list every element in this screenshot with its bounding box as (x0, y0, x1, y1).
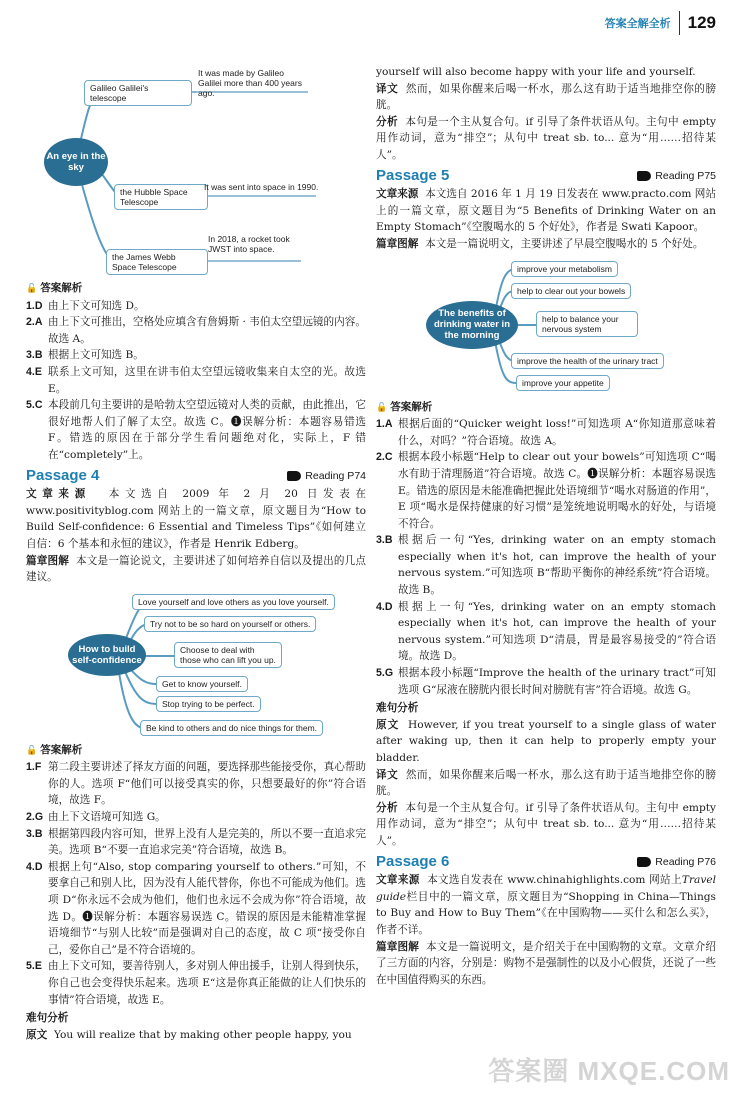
translation: 译文 然而，如果你醒来后喝一杯水，那么这有助于适当地排空你的膀胱。 (376, 82, 716, 112)
answer-item: 5.E 由上下文可知，要善待别人，多对别人伸出援手，让别人得到快乐，你自己也会变得快乐起来。选项 E“这是你真正能做的让人们快乐的事情”符合语境，故选 E。 (26, 960, 366, 1006)
map-node: help to clear out your bowels (511, 283, 631, 299)
passage-4-header (26, 468, 366, 485)
map-center: The benefits of drinking water in the morning (426, 301, 518, 349)
map-note: In 2018, a rocket took JWST into space. (208, 234, 290, 254)
hard-sentence-heading: 难句分析 (26, 1012, 69, 1025)
analysis: 分析 本句是一个主从复合句。if 引导了条件状语从句。主句中 empty 用作动词，意为“排空”；从句中 treat sb. to... 意为“用……招待某人”。 (376, 115, 716, 161)
passage-6-source: 文章来源 本文选自发表在 www.chinahighlights.com 网站上Travel guide栏目中的一篇文章，原文题目为“Shopping in China—Things to Buy and How to Buy Them”《在中国购物——买什么和怎么买》，作者不详。 (376, 874, 716, 936)
answer-item: 2.G 由上下文语境可知选 G。 (26, 811, 166, 824)
map-node: Love yourself and love others as you love yourself. (132, 594, 335, 610)
reading-ref: Reading P74 (287, 468, 366, 485)
pointing-hand-icon (287, 471, 301, 481)
answers-list (26, 298, 366, 464)
watermark: 答案圈 MXQE.COM (488, 1056, 730, 1086)
answer-item: 2.A 由上下文可推出，空格处应填含有詹姆斯 · 韦伯太空望远镜的内容。故选 A。 (26, 316, 366, 345)
map-node: Try not to be so hard on yourself or others. (144, 616, 316, 632)
passage-5-header (376, 168, 716, 185)
map-node: improve your appetite (516, 375, 610, 391)
passage-title: Passage 4 (26, 466, 100, 484)
mind-map-water-benefits (376, 257, 716, 397)
passage-5-structure: 篇章图解 本文是一篇说明文，主要讲述了早晨空腹喝水的 5 个好处。 (376, 237, 704, 250)
map-note: It was made by Galileo Galilei more than 400 years ago. (198, 68, 302, 98)
answer-item: 1.A 根据后面的“Quicker weight loss!”可知选项 A“你知道那意味着什么，对吗？”符合语境。故选 A。 (376, 418, 716, 447)
map-node: the James Webb Space Telescope (106, 249, 208, 275)
answer-item: 4.D 根据上一句“Yes, drinking water on an empty stomach especially when it's hot, can improve the health of your nervous system.”可知选项 D“清晨，胃是最容易接受的”符合语境。故选 D。 (376, 600, 716, 663)
hard-sentence-original: 原文 You will realize that by making other people happy, you (26, 1028, 352, 1041)
hard-sentence-original: 原文 However, if you treat yourself to a single glass of water after waking up, then it can help to properly empty your bladder. (376, 718, 716, 764)
page-header (605, 8, 716, 38)
lock-icon: 🔓 (26, 744, 38, 755)
map-node: Stop trying to be perfect. (156, 696, 261, 712)
continued-text: yourself will also become happy with your life and yourself. (376, 66, 696, 78)
answer-item: 3.B 根据后一句“Yes, drinking water on an empty stomach especially when it's hot, can improve the health of your nervous system.”可知选项 B“帮助平衡你的神经系统”符合语境。故选 B。 (376, 534, 716, 597)
answer-item: 5.C 本段前几句主要讲的是哈勃太空望远镜对人类的贡献，由此推出，它很好地帮人们了解了太空。故选 C。❶误解分析：本题容易错选 F。错选的原因在于部分学生看问题绝对化，实际上，F 错在“completely”上。 (26, 399, 366, 461)
answer-item: 3.B 根据上文可知选 B。 (26, 349, 144, 362)
lock-icon: 🔓 (376, 401, 388, 412)
pointing-hand-icon (637, 171, 651, 181)
answer-item: 1.D 由上下文可知选 D。 (26, 299, 145, 312)
passage-5-source: 文章来源 本文选自 2016 年 1 月 19 日发表在 www.practo.com 网站上的一篇文章，原文题目为“5 Benefits of Drinking Water on an Empty Stomach”《空腹喝水的 5 个好处》，作者是 Swati Kapoor。 (376, 188, 717, 234)
map-node: Get to know yourself. (156, 676, 248, 692)
passage-6-structure: 篇章图解 本文是一篇说明文，是介绍关于在中国购物的文章。文章介绍了三方面的内容，分别是：购物不是强制性的以及小心假货，还说了一些在中国值得购买的东西。 (376, 940, 716, 986)
map-node: the Hubble Space Telescope (114, 184, 208, 210)
mind-map-eye-in-sky (26, 56, 366, 278)
answers-list (376, 416, 716, 698)
lock-icon: 🔓 (26, 283, 38, 293)
answers-heading: 🔓 答案解析 (26, 280, 366, 297)
left-column (26, 56, 366, 1043)
header-divider (679, 11, 680, 35)
analysis: 分析 本句是一个主从复合句。if 引导了条件状语从句。主句中 empty 用作动词，意为“排空”；从句中 treat sb. to... 意为“用……招待某人”。 (376, 801, 716, 847)
reading-ref: Reading P75 (637, 168, 716, 185)
map-node: improve your metabolism (511, 261, 618, 277)
passage-title: Passage 5 (376, 166, 450, 184)
pointing-hand-icon (637, 857, 651, 867)
page-number: 129 (687, 13, 716, 32)
passage-4-structure: 篇章图解 本文是一篇论说文，主要讲述了如何培养自信以及提出的几点建议。 (26, 554, 366, 584)
answer-item: 3.B 根据第四段内容可知，世界上没有人是完美的，所以不要一直追求完美。选项 B“不要一直追求完美”符合语境，故选 B。 (26, 827, 366, 857)
map-node: Galileo Galilei's telescope (84, 80, 192, 106)
map-center: How to build self-confidence (68, 634, 146, 676)
passage-4-source: 文章来源 本文选自 2009 年 2 月 20 日发表在 www.positivityblog.com 网站上的一篇文章，原文题目为“How to Build Self-confidence: 6 Essential and Timeless Tips”《如何建立自信：6 个基本和永恒的建议》，作者是 Henrik Edberg。 (26, 488, 366, 550)
answer-item: 1.F 第二段主要讲述了择友方面的问题，要选择那些能接受你，真心帮助你的人。选项 F“他们可以接受真实的你，只想要最好的你”符合语境，故选 F。 (26, 761, 366, 807)
passage-6-header (376, 854, 716, 871)
answers-heading: 🔓 答案解析 (376, 399, 716, 416)
passage-title: Passage 6 (376, 852, 450, 870)
mind-map-self-confidence (26, 590, 366, 740)
answer-item: 2.C 根据本段小标题“Help to clear out your bowels”可知选项 C“喝水有助于清理肠道”符合语境。故选 C。❶误解分析：本题容易误选 E。错选的原因是未能准确把握此处语境细节“喝水对肠道的作用”，E 项“喝水是保持健康的好习惯”是笼统地说明喝水的好处，与语境不符合。 (376, 451, 716, 530)
answers-heading: 🔓 答案解析 (26, 742, 366, 759)
hard-sentence-heading: 难句分析 (376, 702, 419, 715)
map-note: It was sent into space in 1990. (204, 182, 319, 192)
section-title: 答案全解全析 (604, 18, 671, 30)
map-node: improve the health of the urinary tract (511, 353, 664, 369)
map-center: An eye in the sky (44, 138, 108, 186)
map-node: help to balance your nervous system (536, 311, 638, 337)
answers-list (26, 759, 366, 1008)
answer-item: 5.G 根据本段小标题“Improve the health of the urinary tract”可知选项 G“尿液在膀胱内很长时间对膀胱有害”符合语境。故选 G。 (376, 667, 716, 696)
translation: 译文 然而，如果你醒来后喝一杯水，那么这有助于适当地排空你的膀胱。 (376, 768, 716, 798)
answer-item: 4.E 联系上文可知，这里在讲韦伯太空望远镜收集来自太空的光。故选 E。 (26, 365, 366, 395)
reading-ref: Reading P76 (637, 854, 716, 871)
right-column (376, 64, 716, 988)
map-node: Be kind to others and do nice things for them. (140, 720, 323, 736)
answer-item: 4.D 根据上句“Also, stop comparing yourself to others.”可知，不要拿自己和别人比，因为没有人能代替你，你也不可能成为他们。选项 D“你永远不会成为他们，他们也永远不会成为你”符合语境，故选 D。❶误解分析：本题容易误选 C。错误的原因是未能精准掌握语境细节“与别人比较”而是强调对自己的态度，故 C 项“接受你自己，爱你自己”是不符合语境的。 (26, 860, 366, 956)
map-node: Choose to deal with those who can lift you up. (174, 642, 282, 668)
